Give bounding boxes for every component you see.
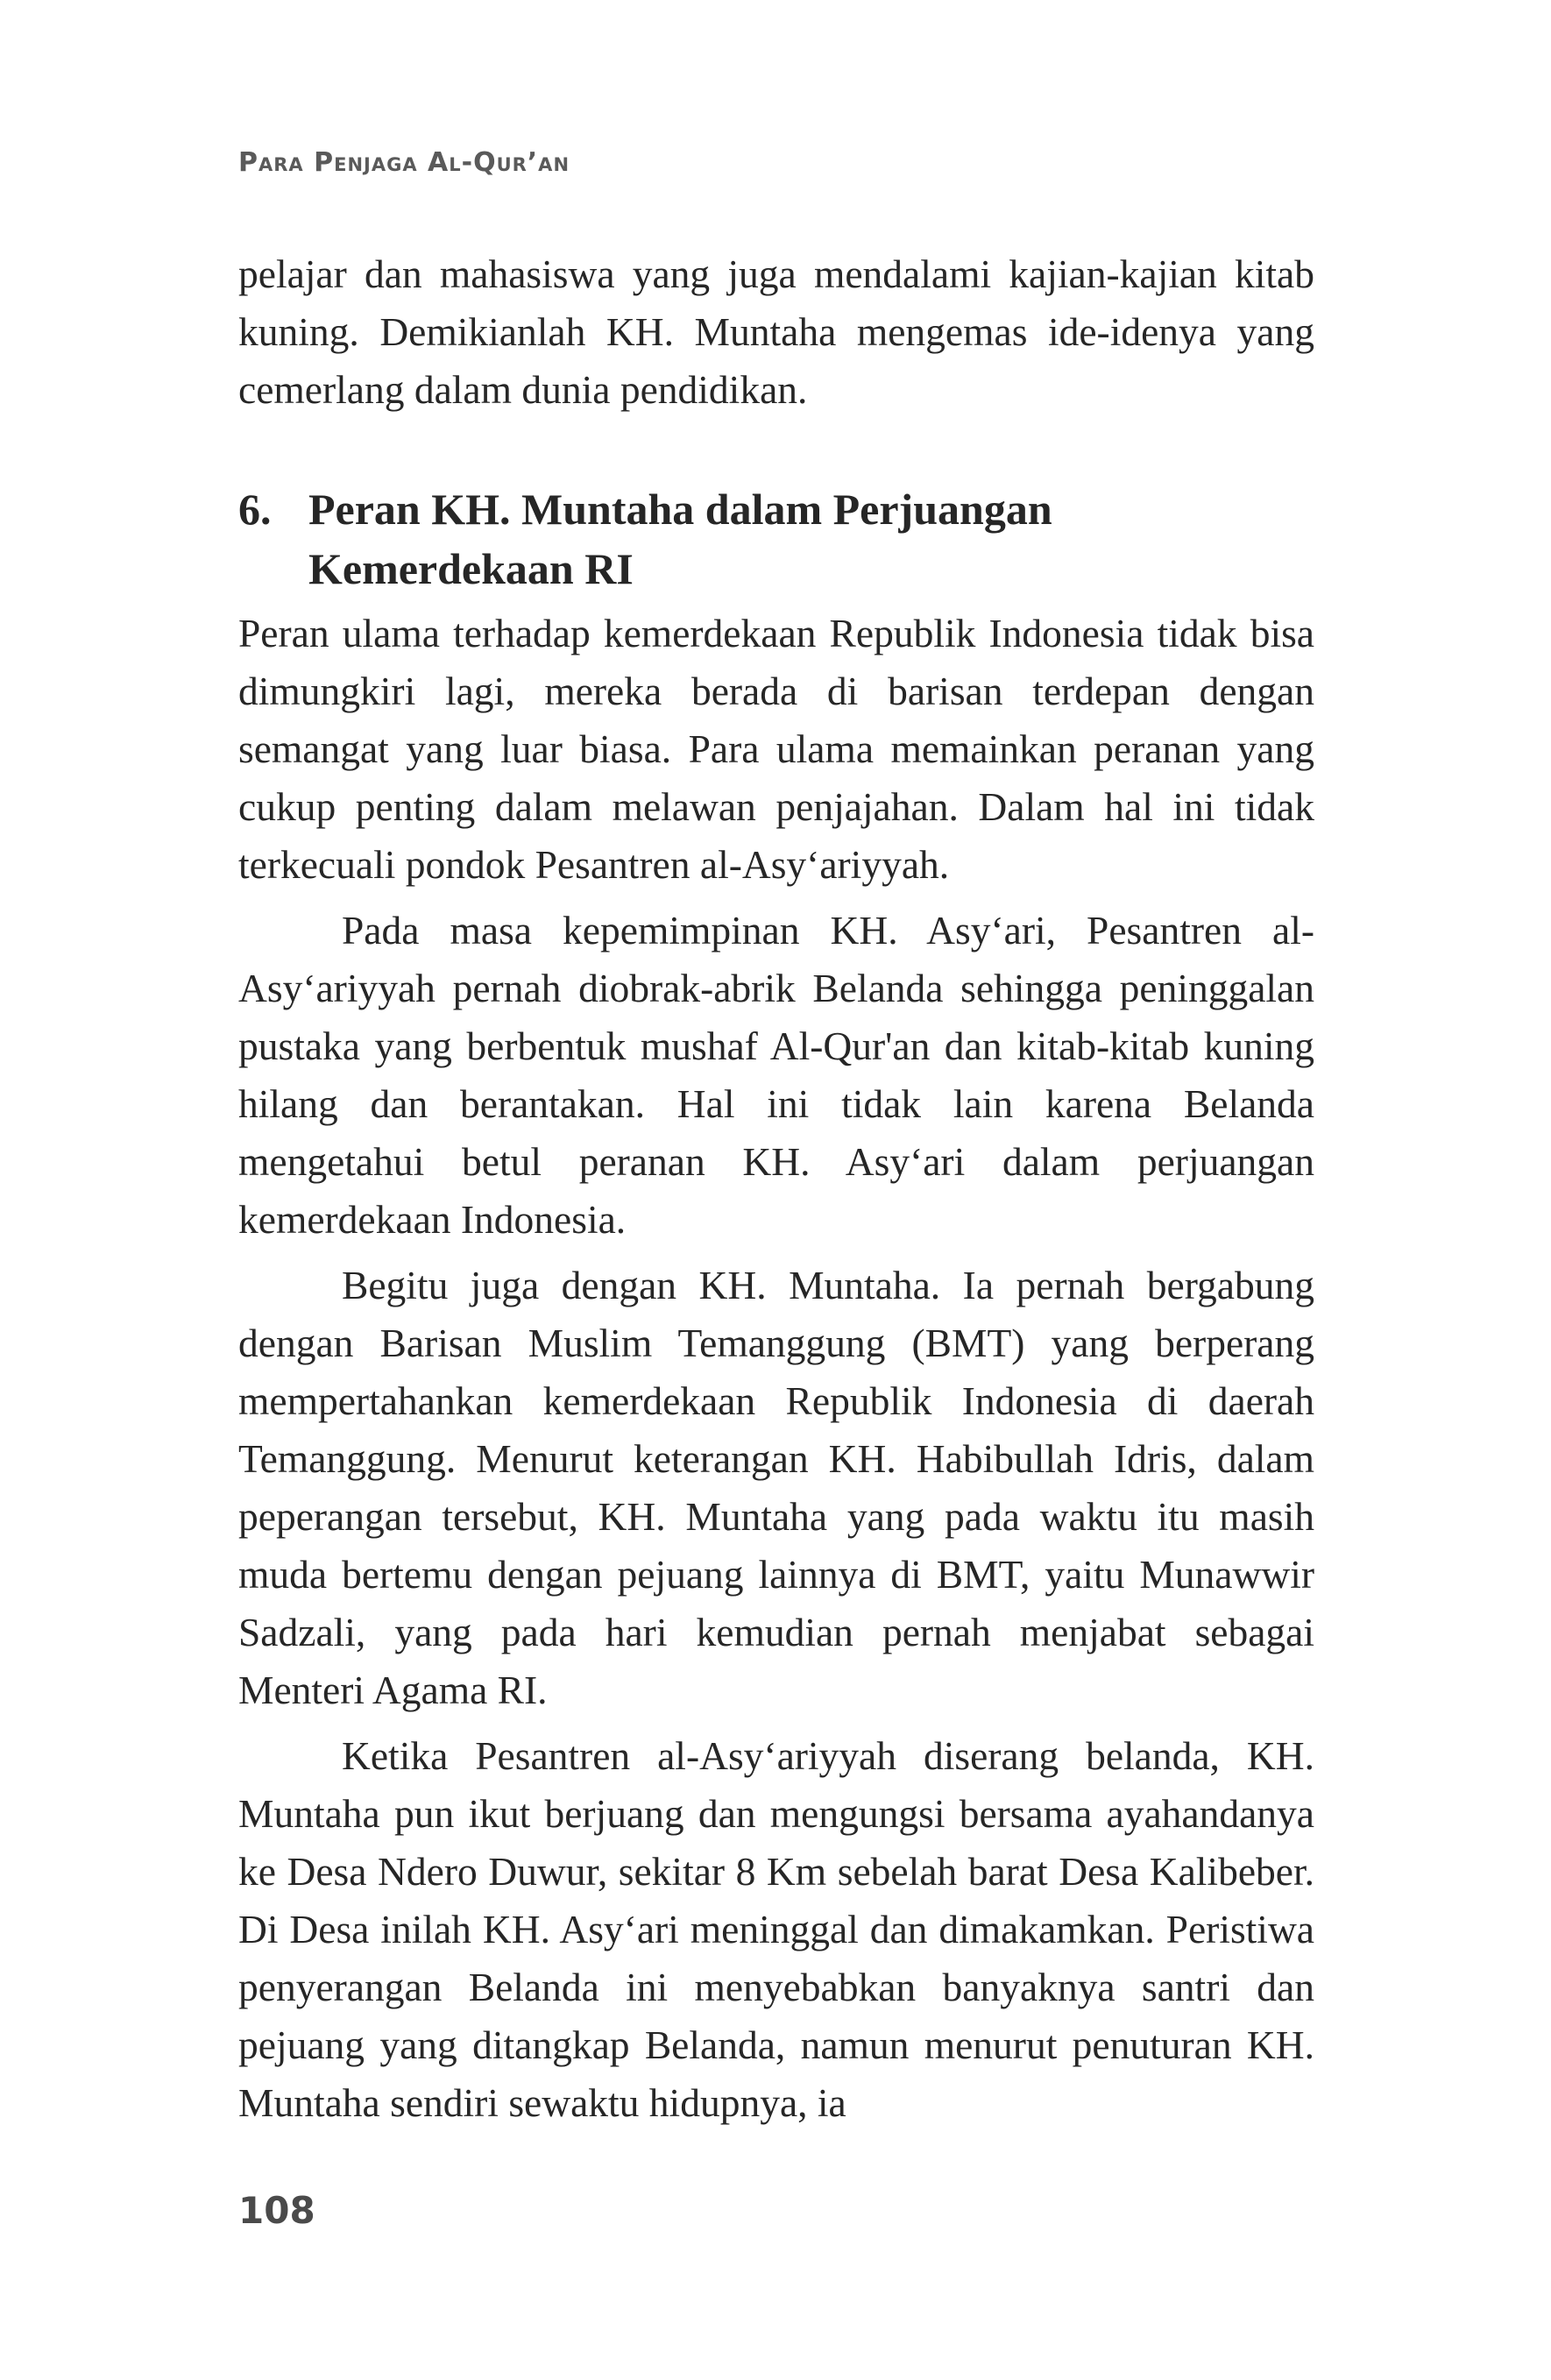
running-header: Para Penjaga Al-Qur’an — [238, 147, 570, 178]
section-heading — [238, 479, 1314, 599]
paragraph-3: Begitu juga dengan KH. Muntaha. Ia pernah bergabung dengan Barisan Muslim Temanggung (BMT) yang berperang mempertahankan kemerdekaan Republik Indonesia di daerah Temanggung. Menurut keterangan KH. Habibullah Idris, dalam peperangan tersebut, KH. Muntaha yang pada waktu itu masih muda bertemu dengan pejuang lainnya di BMT, yaitu Munawwir Sadzali, yang pada hari kemudian pernah menjabat sebagai Menteri Agama RI. — [238, 1263, 1314, 1712]
paragraph-4: Ketika Pesantren al-Asy‘ariyyah diserang belanda, KH. Muntaha pun ikut berjuang dan mengungsi bersama ayahandanya ke Desa Ndero Duwur, sekitar 8 Km sebelah barat Desa Kalibeber. Di Desa inilah KH. Asy‘ari meninggal dan dimakamkan. Peristiwa penyerangan Belanda ini menyebabkan banyaknya santri dan pejuang yang ditangkap Belanda, namun menurut penuturan KH. Muntaha sendiri sewaktu hidupnya, ia — [238, 1733, 1314, 2125]
intro-text-block — [238, 245, 1314, 419]
section-body — [238, 605, 1314, 2132]
paragraph-1: Peran ulama terhadap kemerdekaan Republik Indonesia tidak bisa dimungkiri lagi, mereka berada di barisan terdepan dengan semangat yang luar biasa. Para ulama memainkan peranan yang cukup penting dalam melawan penjajahan. Dalam hal ini tidak terkecuali pondok Pesantren al-Asy‘ariyyah. — [238, 611, 1314, 887]
section-title: Peran KH. Muntaha dalam Perjuangan Kemerdekaan RI — [308, 485, 1052, 593]
section-number: 6. — [238, 485, 272, 534]
paragraph-2: Pada masa kepemimpinan KH. Asy‘ari, Pesantren al-Asy‘ariyyah pernah diobrak-abrik Belanda sehingga peninggalan pustaka yang berbentuk mushaf Al-Qur'an dan kitab-kitab kuning hilang dan berantakan. Hal ini tidak lain karena Belanda mengetahui betul peranan KH. Asy‘ari dalam perjuangan kemerdekaan Indonesia. — [238, 908, 1314, 1242]
page-number: 108 — [238, 2189, 315, 2232]
intro-paragraph: pelajar dan mahasiswa yang juga mendalami kajian-kajian kitab kuning. Demikianlah KH. Muntaha mengemas ide-idenya yang cemerlang dalam dunia pendidikan. — [238, 251, 1314, 412]
